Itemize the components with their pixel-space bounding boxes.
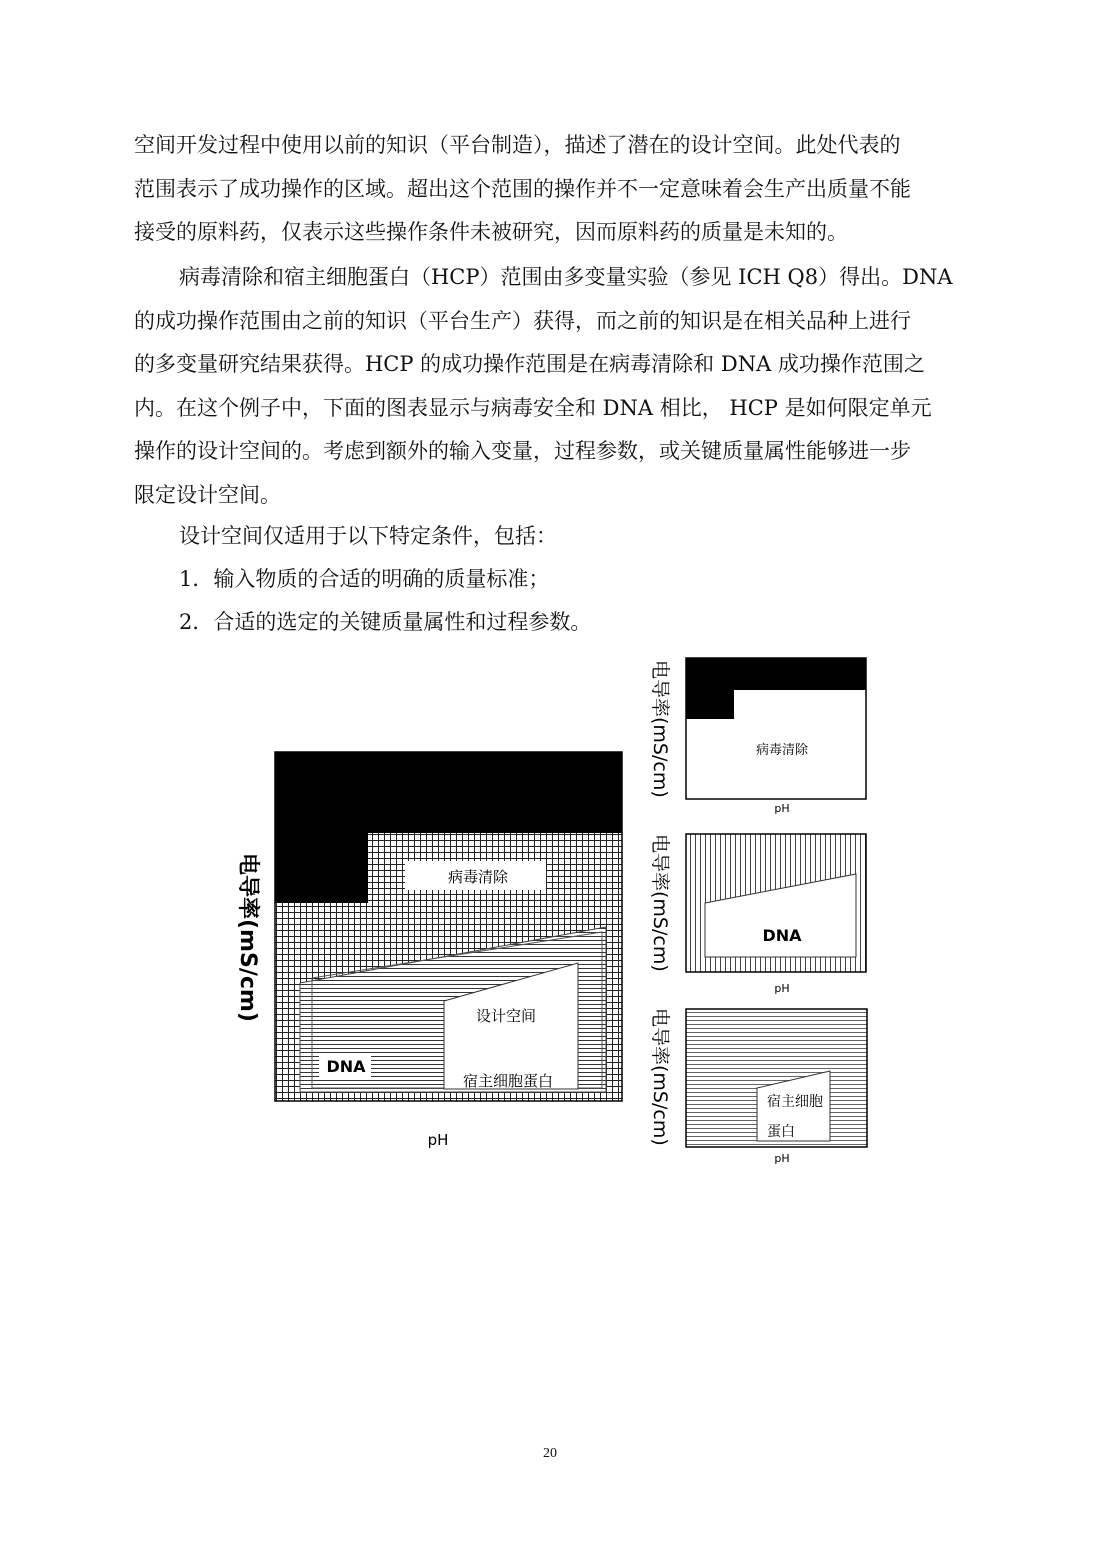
text-line: 限定设计空间。 <box>134 482 281 507</box>
text-line: 内。在这个例子中，下面的图表显示与病毒安全和 DNA 相比， HCP 是如何限定单元 <box>134 395 932 420</box>
text-line: 的多变量研究结果获得。HCP 的成功操作范围是在病毒清除和 DNA 成功操作范围之 <box>134 352 925 376</box>
text-line: 操作的设计空间的。考虑到额外的输入变量，过程参数，或关键质量属性能够进一步 <box>134 439 911 463</box>
panel-label-hcp-line2: 蛋白 <box>767 1124 795 1140</box>
panel-label-virus: 病毒清除 <box>755 743 809 758</box>
page-number: 20 <box>543 1446 557 1461</box>
panel-dna <box>649 834 866 995</box>
panel-hcp <box>649 1008 867 1165</box>
panel-x-axis-label: pH <box>774 802 790 815</box>
text-line: 接受的原料药，仅表示这些操作条件未被研究，因而原料药的质量是未知的。 <box>134 220 848 244</box>
panel-y-axis-label: 电导率(mS/cm) <box>649 1008 671 1146</box>
label-design-space: 设计空间 <box>475 1007 537 1025</box>
text-line: 2．合适的选定的关键质量属性和过程参数。 <box>179 610 592 634</box>
label-hcp: 宿主细胞蛋白 <box>462 1072 554 1090</box>
label-dna: DNA <box>326 1057 366 1076</box>
text-line: 病毒清除和宿主细胞蛋白（HCP）范围由多变量实验（参见 ICH Q8）得出。DNA <box>179 265 953 289</box>
main-chart <box>235 752 622 1149</box>
panel-x-axis-label: pH <box>774 982 790 995</box>
panel-virus-clearance <box>649 658 866 815</box>
y-axis-label: 电导率(mS/cm) <box>235 853 260 1022</box>
text-line: 范围表示了成功操作的区域。超出这个范围的操作并不一定意味着会生产出质量不能 <box>134 176 911 201</box>
panel-x-axis-label: pH <box>774 1152 790 1165</box>
panel-y-axis-label: 电导率(mS/cm) <box>649 660 671 798</box>
text-line: 空间开发过程中使用以前的知识（平台制造），描述了潜在的设计空间。此处代表的 <box>134 133 901 157</box>
panel-label-hcp-line1: 宿主细胞 <box>767 1094 823 1110</box>
panel-label-dna: DNA <box>762 926 802 945</box>
x-axis-label: pH <box>427 1131 449 1149</box>
label-virus-clearance: 病毒清除 <box>447 868 509 886</box>
text-line: 1．输入物质的合适的明确的质量标准； <box>179 567 550 591</box>
panel-y-axis-label: 电导率(mS/cm) <box>649 834 671 972</box>
text-line: 的成功操作范围由之前的知识（平台生产）获得，而之前的知识是在相关品种上进行 <box>134 308 911 333</box>
text-line: 设计空间仅适用于以下特定条件，包括： <box>179 524 557 548</box>
